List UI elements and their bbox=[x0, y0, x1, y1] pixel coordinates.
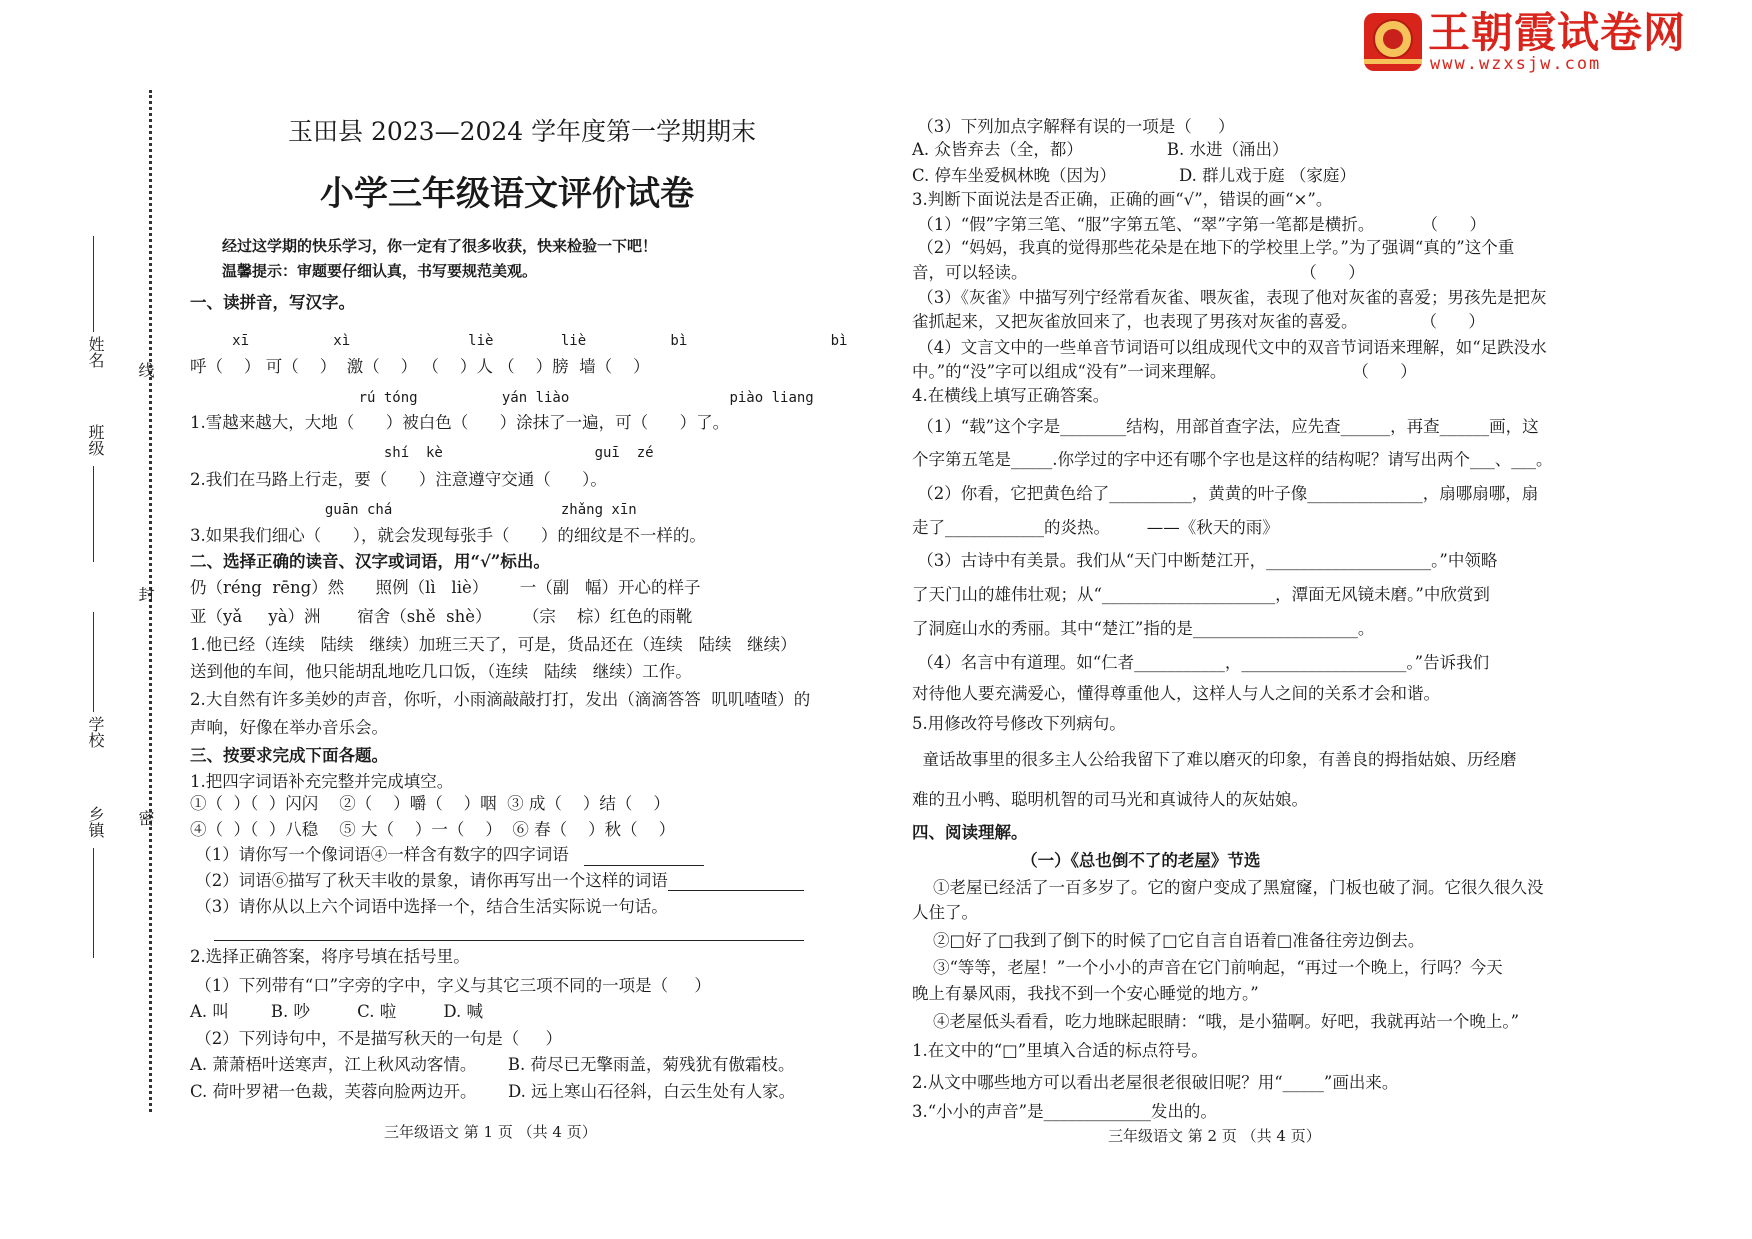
section-heading: 二、选择正确的读音、汉字或词语，用“√”标出。 bbox=[190, 552, 550, 571]
town-field-line bbox=[93, 848, 94, 958]
label-class: 班级 bbox=[86, 424, 105, 456]
question-line: 4.在横线上填写正确答案。 bbox=[912, 386, 1110, 405]
question-line: （3）下列加点字解释有误的一项是（ ） bbox=[912, 117, 1235, 136]
label-school: 学校 bbox=[86, 716, 105, 748]
answer-line bbox=[584, 865, 704, 866]
question-line: A. 叫 B. 吵 C. 啦 D. 喊 bbox=[190, 1002, 484, 1021]
page-footer: 三年级语文 第 1 页 （共 4 页） bbox=[384, 1123, 597, 1141]
passage-line: ②□好了□我到了倒下的时候了□它自言自语着□准备往旁边倒去。 bbox=[912, 931, 1425, 950]
question-line: A. 萧萧梧叶送寒声，江上秋风动客情。 B. 荷尽已无擎雨盖，菊残犹有傲霜枝。 bbox=[190, 1055, 795, 1074]
answer-line bbox=[668, 890, 804, 891]
logo-name: 王朝霞试卷网 bbox=[1428, 8, 1687, 57]
question-line: （2）“妈妈，我真的觉得那些花朵是在地下的学校里上学。”为了强调“真的”这个重 bbox=[912, 238, 1515, 257]
section-heading: 三、按要求完成下面各题。 bbox=[190, 746, 388, 765]
question-line: （1）下列带有“口”字旁的字中，字义与其它三项不同的一项是（ ） bbox=[190, 976, 711, 995]
label-secret: 密 bbox=[136, 810, 155, 826]
label-seal: 封 bbox=[136, 586, 155, 602]
passage-line: ①老屋已经活了一百多岁了。它的窗户变成了黑窟窿，门板也破了洞。它很久很久没 bbox=[912, 878, 1544, 897]
section-heading: 一、读拼音，写汉字。 bbox=[190, 293, 355, 312]
logo-emblem bbox=[1364, 13, 1422, 71]
question-line: 对待他人要充满爱心，懂得尊重他人，这样人与人之间的关系才会和谐。 bbox=[912, 684, 1440, 703]
pinyin-line: shí kè guī zé bbox=[190, 445, 654, 461]
question-line: 个字第五笔是_____.你学过的字中还有哪个字也是这样的结构呢？请写出两个___、___。 bbox=[912, 450, 1553, 469]
question-line: 3.“小小的声音”是_____________发出的。 bbox=[912, 1102, 1217, 1121]
question-line: 1.雪越来越大，大地（ ）被白色（ ）涂抹了一遍，可（ ）了。 bbox=[190, 413, 730, 432]
question-line: （4）名言中有道理。如“仁者___________，____________________。”告诉我们 bbox=[912, 653, 1490, 672]
question-line: （1）请你写一个像词语④一样含有数字的四字词语 bbox=[190, 845, 569, 864]
name-field-line bbox=[93, 236, 94, 332]
reminder-text: 温馨提示：审题要仔细认真，书写要规范美观。 bbox=[222, 262, 538, 280]
label-town: 乡镇 bbox=[86, 806, 105, 838]
question-line: ①（ ）（ ）闪闪 ②（ ）嚼（ ）咽 ③ 成（ ）结（ ） bbox=[190, 794, 670, 813]
question-line: （1）“假”字第三笔、“服”字第五笔、“翠”字第一笔都是横折。 （ ） bbox=[912, 215, 1487, 234]
question-line: ④（ ）（ ）八稳 ⑤ 大（ ）一（ ） ⑥ 春（ ）秋（ ） bbox=[190, 820, 676, 839]
question-line: 5.用修改符号修改下列病句。 bbox=[912, 714, 1126, 733]
faulty-sentence: 难的丑小鸭、聪明机智的司马光和真诚待人的灰姑娘。 bbox=[912, 790, 1308, 809]
question-line: 了天门山的雄伟壮观；从“_____________________，潭面无风镜未磨。”中欣赏到 bbox=[912, 585, 1490, 604]
logo-url: www.wzxsjw.com bbox=[1430, 54, 1602, 74]
question-line: 2.我们在马路上行走，要（ ）注意遵守交通（ ）。 bbox=[190, 470, 607, 489]
question-line: （2）词语⑥描写了秋天丰收的景象，请你再写出一个这样的词语 bbox=[190, 871, 668, 890]
passage-line: 晚上有暴风雨，我找不到一个安心睡觉的地方。” bbox=[912, 984, 1259, 1003]
question-line: 2.从文中哪些地方可以看出老屋很老很破旧呢？用“_____”画出来。 bbox=[912, 1073, 1399, 1092]
question-line: 3.判断下面说法是否正确，正确的画“√”，错误的画“×”。 bbox=[912, 190, 1333, 209]
question-line: （3）请你从以上六个词语中选择一个，结合生活实际说一句话。 bbox=[190, 897, 668, 916]
exam-title: 小学三年级语文评价试卷 bbox=[320, 174, 694, 214]
question-line: （1）“载”这个字是________结构，用部首查字法，应先查______，再查______画，这 bbox=[912, 417, 1539, 436]
passage-line: ④老屋低头看看，吃力地眯起眼睛：“哦，是小猫啊。好吧，我就再站一个晚上。” bbox=[912, 1012, 1520, 1031]
question-line: （2）下列诗句中，不是描写秋天的一句是（ ） bbox=[190, 1029, 562, 1048]
question-line: 声响，好像在举办音乐会。 bbox=[190, 718, 388, 737]
label-name: 姓名 bbox=[86, 336, 105, 368]
faulty-sentence: 童话故事里的很多主人公给我留下了难以磨灭的印象，有善良的拇指姑娘、历经磨 bbox=[912, 750, 1517, 769]
question-line: C. 停车坐爱枫林晚（因为） D. 群儿戏于庭 （家庭） bbox=[912, 166, 1356, 185]
pinyin-line: rú tóng yán liào piào liang bbox=[190, 390, 814, 406]
question-line: （4）文言文中的一些单音节词语可以组成现代文中的双音节词语来理解，如“足跌没水 bbox=[912, 338, 1547, 357]
intro-text: 经过这学期的快乐学习，你一定有了很多收获，快来检验一下吧！ bbox=[222, 237, 658, 255]
question-line: 2.大自然有许多美妙的声音，你听，小雨滴敲敲打打，发出（滴滴答答 叽叽喳喳）的 bbox=[190, 690, 811, 709]
school-field-line bbox=[93, 612, 94, 712]
question-line: C. 荷叶罗裙一色裁，芙蓉向脸两边开。 D. 远上寒山石径斜，白云生处有人家。 bbox=[190, 1082, 796, 1101]
question-line: 了洞庭山水的秀丽。其中“楚江”指的是____________________。 bbox=[912, 619, 1375, 638]
question-line: （3）古诗中有美景。我们从“天门中断楚江开，____________________。”中领略 bbox=[912, 551, 1498, 570]
question-line: 送到他的车间，他只能胡乱地吃几口饭，（连续 陆续 继续）工作。 bbox=[190, 662, 692, 681]
question-line: 1.他已经（连续 陆续 继续）加班三天了，可是，货品还在（连续 陆续 继续） bbox=[190, 635, 797, 654]
pinyin-line: xī xì liè liè bì bì bbox=[190, 333, 848, 349]
question-line: 雀抓起来，又把灰雀放回来了，也表现了男孩对灰雀的喜爱。 （ ） bbox=[912, 312, 1485, 331]
page-footer: 三年级语文 第 2 页 （共 4 页） bbox=[1108, 1127, 1321, 1145]
exam-subtitle: 玉田县 2023—2024 学年度第一学期期末 bbox=[288, 117, 757, 146]
question-line: 音，可以轻读。 （ ） bbox=[912, 263, 1365, 282]
question-line: 中。”的“没”字可以组成“没有”一词来理解。 （ ） bbox=[912, 362, 1417, 381]
answer-line bbox=[214, 940, 804, 941]
passage-title: （一）《总也倒不了的老屋》节选 bbox=[912, 851, 1261, 870]
question-line: 仍（réng rēng）然 照例（lì liè） 一（副 幅）开心的样子 bbox=[190, 578, 701, 597]
pinyin-line: guān chá zhǎng xīn bbox=[190, 502, 637, 518]
question-line: 亚（yǎ yà）洲 宿舍（shě shè） （宗 棕）红色的雨靴 bbox=[190, 607, 693, 626]
question-line: 呼（ ） 可（ ） 激（ ） （ ）人 （ ）膀 墙（ ） bbox=[190, 357, 650, 376]
question-line: A. 众皆弃去（全，都） B. 水进（涌出） bbox=[912, 140, 1289, 159]
question-line: （3）《灰雀》中描写列宁经常看灰雀、喂灰雀，表现了他对灰雀的喜爱；男孩先是把灰 bbox=[912, 288, 1547, 307]
class-field-line bbox=[93, 466, 94, 562]
question-line: 走了____________的炎热。 ——《秋天的雨》 bbox=[912, 518, 1279, 537]
label-line: 线 bbox=[136, 362, 155, 378]
question-line: （2）你看，它把黄色给了__________，黄黄的叶子像______________，扇哪扇哪，扇 bbox=[912, 484, 1539, 503]
question-line: 3.如果我们细心（ ），就会发现每张手（ ）的细纹是不一样的。 bbox=[190, 526, 706, 545]
passage-line: ③“等等，老屋！”一个小小的声音在它门前响起，“再过一个晚上，行吗？今天 bbox=[912, 958, 1503, 977]
section-heading: 四、阅读理解。 bbox=[912, 823, 1028, 842]
passage-line: 人住了。 bbox=[912, 903, 978, 922]
question-line: 1.在文中的“□”里填入合适的标点符号。 bbox=[912, 1041, 1208, 1060]
question-line: 1.把四字词语补充完整并完成填空。 bbox=[190, 772, 454, 791]
question-line: 2.选择正确答案，将序号填在括号里。 bbox=[190, 947, 470, 966]
